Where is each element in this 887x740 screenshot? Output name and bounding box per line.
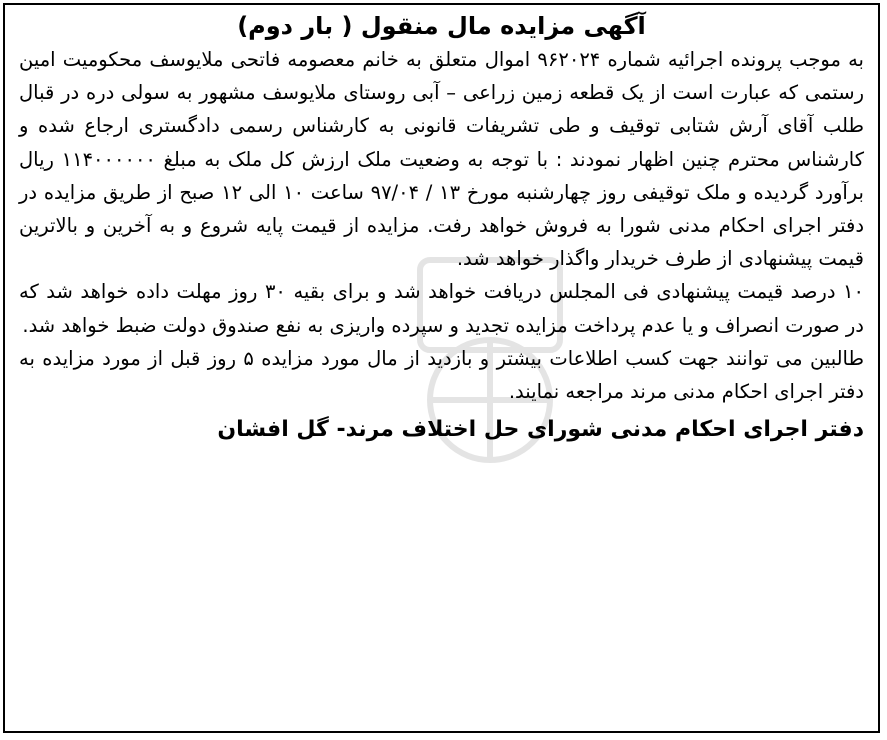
notice-paragraph-2: ۱۰ درصد قیمت پیشنهادی فی المجلس دریافت خواهد شد و برای بقیه ۳۰ روز مهلت داده خواهد شد که در صورت انصراف و یا عدم پرداخت مزایده تجدید و سپرده واریزی به نفع صندوق دولت ضبط خواهد شد. <box>19 280 864 337</box>
notice-body <box>19 43 864 408</box>
notice-box <box>3 3 880 733</box>
notice-paragraph-1: به موجب پرونده اجرائیه شماره ۹۶۲۰۲۴ اموال متعلق به خانم معصومه فاتحی ملایوسف محکومیت امین رستمی که عبارت است از یک قطعه زمین زراعی – آبی روستای ملایوسف مشهور به سولی دره در قبال طلب آقای آرش شتابی توقیف و طی تشریفات قانونی به کارشناس رسمی دادگستری ارجاع شده و کارشناس محترم چنین اظهار نمودند : با توجه به وضعیت ملک ارزش کل ملک به مبلغ ۱۱۴۰۰۰۰۰۰ ریال برآورد گردیده و ملک توقیفی روز چهارشنبه مورخ ۱۳ / ۹۷/۰۴ ساعت ۱۰ الی ۱۲ صبح از طریق مزایده در دفتر اجرای احکام مدنی شورا به فروش خواهد رفت. مزایده از قیمت پایه شروع و به آخرین و بالاترین قیمت پیشنهادی از طرف خریدار واگذار خواهد شد. <box>19 48 864 271</box>
notice-title: آگهی مزایده مال منقول ( بار دوم) <box>237 12 646 40</box>
notice-paragraph-3: طالبین می توانند جهت کسب اطلاعات بیشتر و بازدید از مال مورد مزایده ۵ روز قبل از مورد مزایده به دفتر اجرای احکام مدنی مرند مراجعه نمایند. <box>19 346 864 404</box>
notice-signature: دفتر اجرای احکام مدنی شورای حل اختلاف مرند- گل افشان <box>217 417 864 443</box>
